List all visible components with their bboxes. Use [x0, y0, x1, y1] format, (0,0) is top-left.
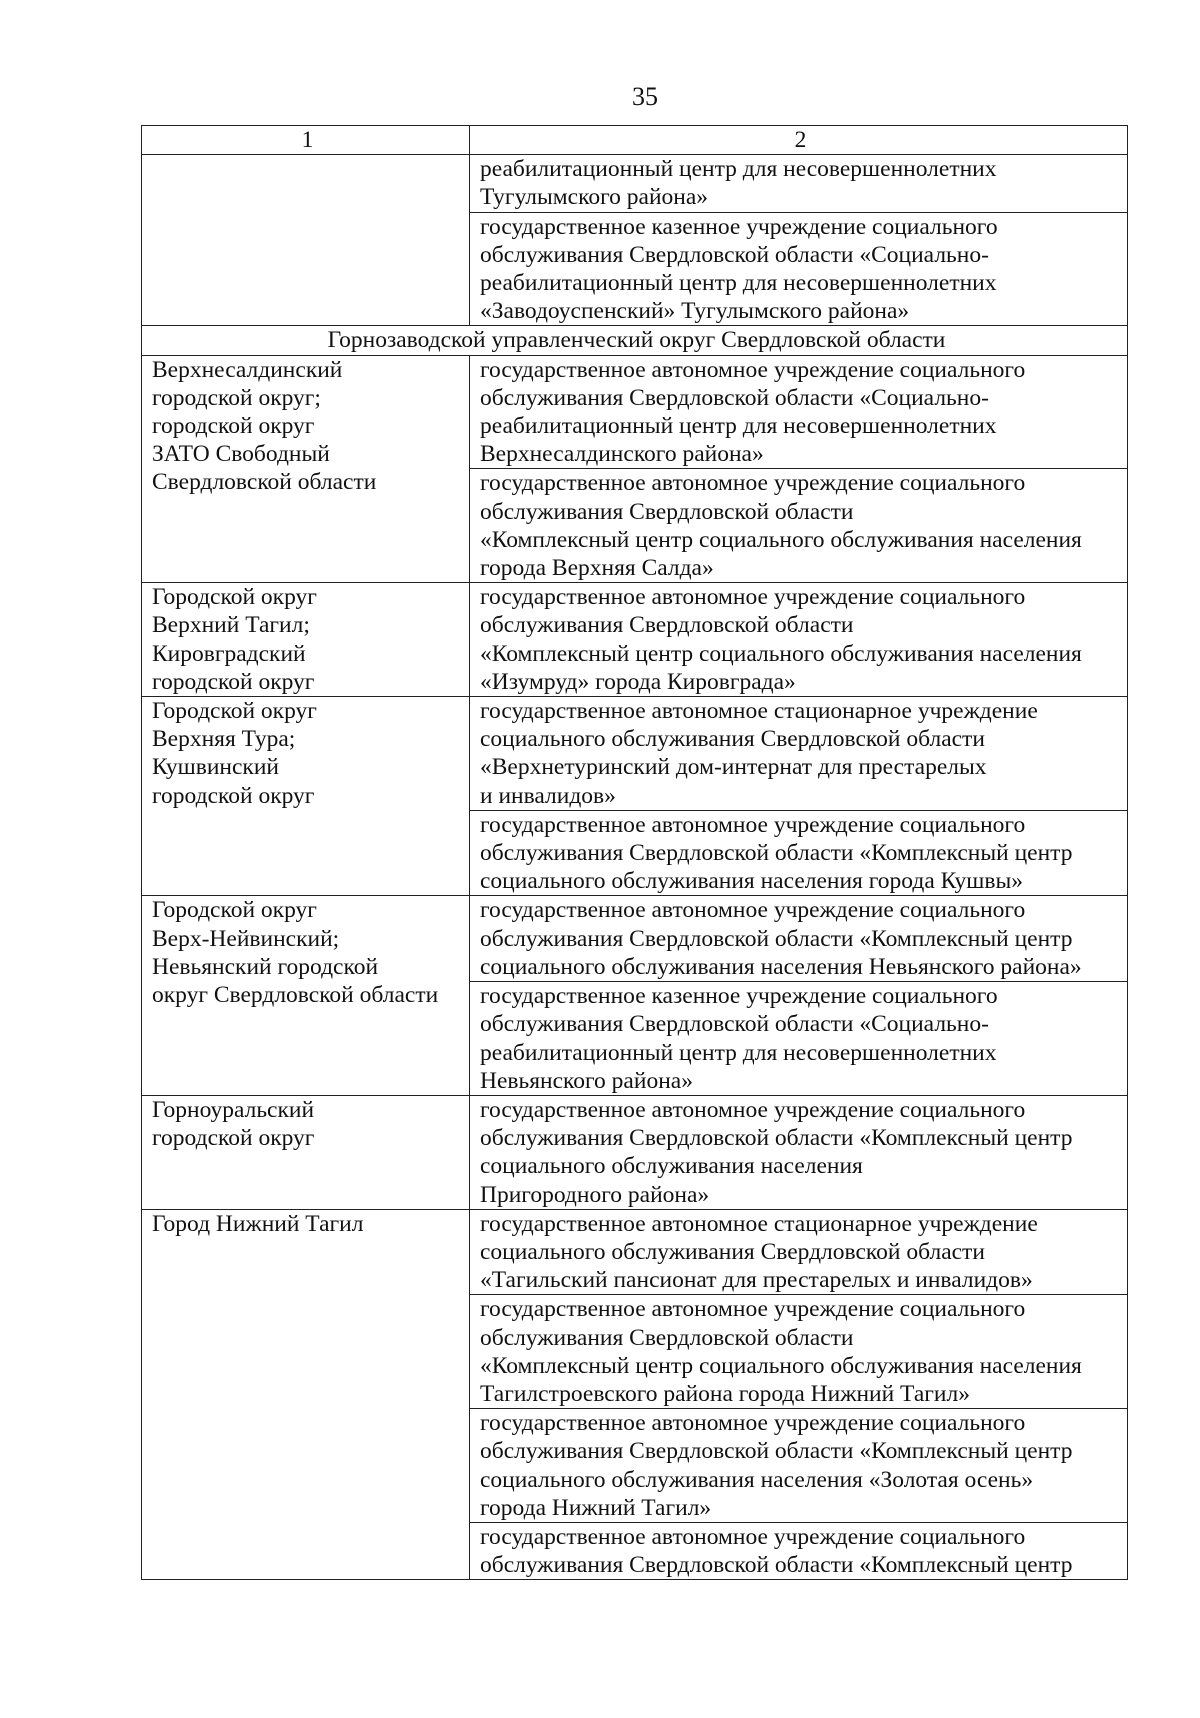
- territory-cell: Городской округ Верхний Тагил; Кировградский городской округ: [142, 583, 470, 697]
- territory-cell: Горноуральский городской округ: [142, 1095, 470, 1209]
- institution-cell: государственное казенное учреждение социального обслуживания Свердловской области «Социально- реабилитационный центр для несовершеннолетних «Заводоуспенский» Тугулымского района»: [470, 212, 1128, 326]
- table-row: [142, 896, 1128, 982]
- column-header-1: 1: [142, 126, 470, 155]
- territory-cell: Городской округ Верхняя Тура; Кушвинский городской округ: [142, 697, 470, 896]
- institution-cell: государственное автономное учреждение социального обслуживания Свердловской области «Комплексный центр: [470, 1522, 1128, 1579]
- table-header-row: [142, 126, 1128, 155]
- institution-cell: реабилитационный центр для несовершеннолетних Тугулымского района»: [470, 155, 1128, 212]
- institution-cell: государственное казенное учреждение социального обслуживания Свердловской области «Социально- реабилитационный центр для несовершеннолетних Невьянского района»: [470, 982, 1128, 1096]
- institution-cell: государственное автономное учреждение социального обслуживания Свердловской области «Комплексный центр социального обслуживания населения «Изумруд» города Кировграда»: [470, 583, 1128, 697]
- table-row: [142, 355, 1128, 469]
- region-heading-row: [142, 326, 1128, 355]
- table-row: [142, 1209, 1128, 1295]
- territory-cell: Городской округ Верх-Нейвинский; Невьянский городской округ Свердловской области: [142, 896, 470, 1095]
- table-row: [142, 697, 1128, 811]
- institution-cell: государственное автономное учреждение социального обслуживания Свердловской области «Социально- реабилитационный центр для несовершеннолетних Верхнесалдинского района»: [470, 355, 1128, 469]
- column-header-2: 2: [470, 126, 1128, 155]
- institution-cell: государственное автономное стационарное учреждение социального обслуживания Свердловской области «Верхнетуринский дом-интернат для престарелых и инвалидов»: [470, 697, 1128, 811]
- region-heading: Горнозаводской управленческий округ Свердловской области: [142, 326, 1128, 355]
- institution-cell: государственное автономное учреждение социального обслуживания Свердловской области «Комплексный центр социального обслуживания населения Тагилстроевского района города Нижний Тагил»: [470, 1295, 1128, 1409]
- territory-cell: [142, 155, 470, 326]
- institution-cell: государственное автономное учреждение социального обслуживания Свердловской области «Комплексный центр социального обслуживания населения города Кушвы»: [470, 810, 1128, 896]
- table-row: [142, 1095, 1128, 1209]
- territory-cell: Город Нижний Тагил: [142, 1209, 470, 1580]
- page-number: 35: [632, 82, 658, 111]
- territory-cell: Верхнесалдинский городской округ; городской округ ЗАТО Свободный Свердловской области: [142, 355, 470, 583]
- institution-cell: государственное автономное стационарное учреждение социального обслуживания Свердловской области «Тагильский пансионат для престарелых и инвалидов»: [470, 1209, 1128, 1295]
- institution-cell: государственное автономное учреждение социального обслуживания Свердловской области «Комплексный центр социального обслуживания населения Невьянского района»: [470, 896, 1128, 982]
- institution-cell: государственное автономное учреждение социального обслуживания Свердловской области «Комплексный центр социального обслуживания населения Пригородного района»: [470, 1095, 1128, 1209]
- institution-cell: государственное автономное учреждение социального обслуживания Свердловской области «Комплексный центр социального обслуживания населения города Верхняя Салда»: [470, 469, 1128, 583]
- table-row: [142, 155, 1128, 212]
- institution-cell: государственное автономное учреждение социального обслуживания Свердловской области «Комплексный центр социального обслуживания населения «Золотая осень» города Нижний Тагил»: [470, 1409, 1128, 1523]
- table-row: [142, 583, 1128, 697]
- table-body: [142, 126, 1128, 1580]
- institutions-table: [141, 125, 1128, 1580]
